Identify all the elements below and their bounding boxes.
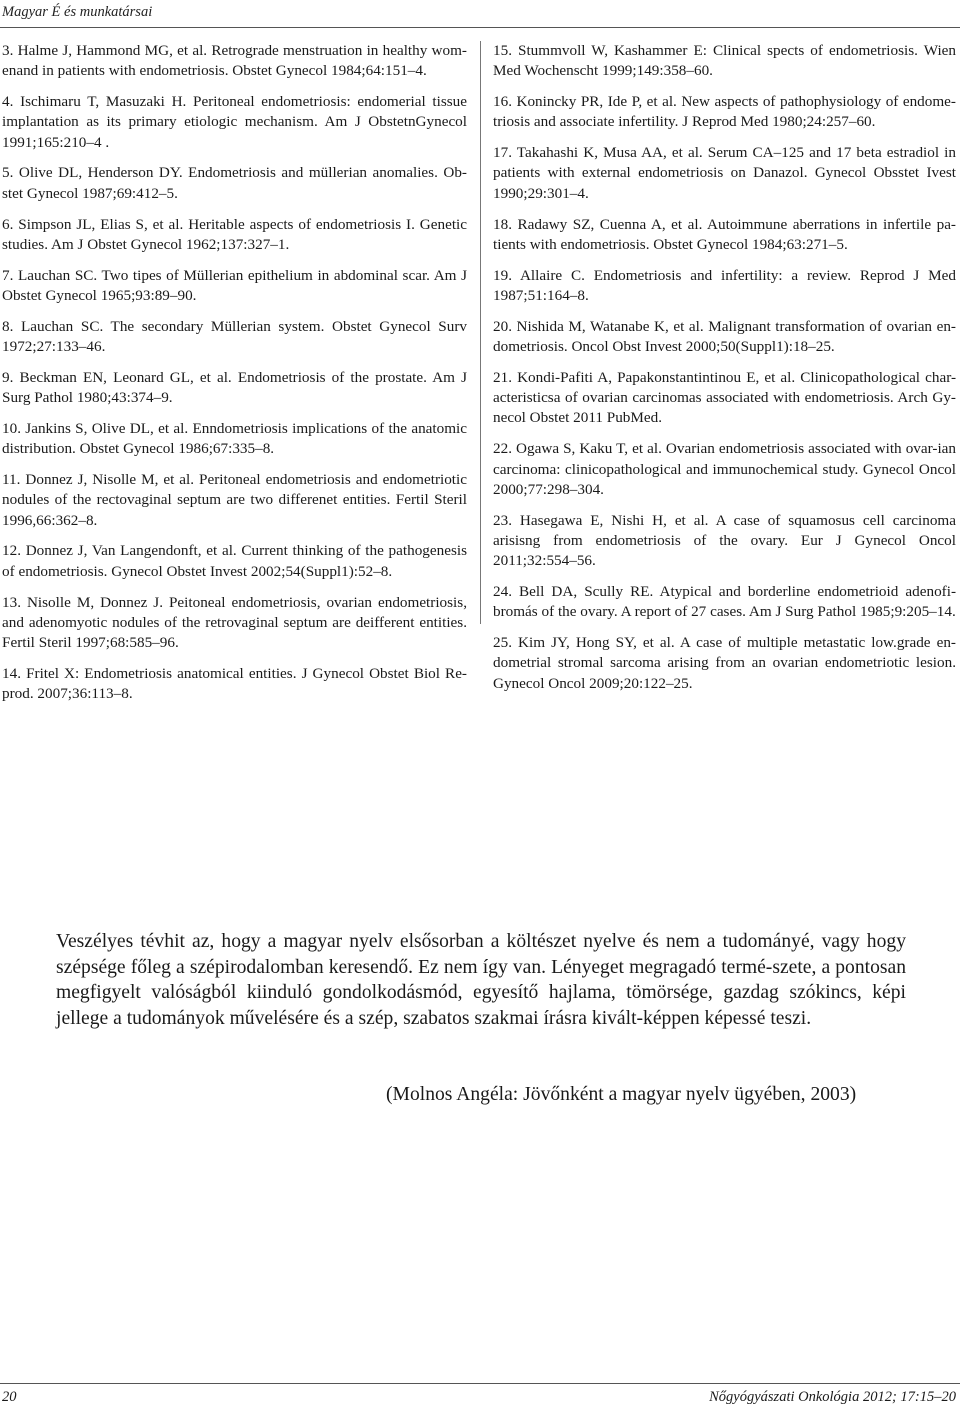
reference-item: 14. Fritel X: Endometriosis anatomical entities. J Gynecol Obstet Biol Re-prod. 2007;36:113–8. [2,664,467,703]
reference-item: 9. Beckman EN, Leonard GL, et al. Endometriosis of the prostate. Am J Surg Pathol 1980;43:374–9. [2,368,467,407]
reference-item: 10. Jankins S, Olive DL, et al. Enndometriosis implications of the anatomic distribution. Obstet Gynecol 1986;67:335–8. [2,419,467,458]
reference-item: 22. Ogawa S, Kaku T, et al. Ovarian endometriosis associated with ovar-ian carcinoma: clinicopathological and immunochemical study. Gynecol Oncol 2000;77:298–304. [493,440,956,498]
page-number: 20 [2,1389,17,1405]
reference-item: 12. Donnez J, Van Langendonft, et al. Current thinking of the pathogenesis of endometriosis. Gynecol Obstet Invest 2002;54(Suppl1):52–8. [2,542,467,580]
reference-item: 11. Donnez J, Nisolle M, et al. Peritoneal endometriosis and endometriotic nodules of the rectovaginal septum are two differenet entities. Fertil Steril 1996,66:362–8. [2,471,467,529]
reference-item: 5. Olive DL, Henderson DY. Endometriosis and müllerian anomalies. Ob-stet Gynecol 1987;69:412–5. [2,164,467,202]
reference-item: 3. Halme J, Hammond MG, et al. Retrograde menstruation in healthy wom-enand in patients with endometriosis. Obstet Gynecol 1984;64:151–4. [2,42,467,80]
quote-attribution: (Molnos Angéla: Jövőnként a magyar nyelv ügyében, 2003) [386,1084,857,1105]
running-head: Magyar É és munkatársai [2,4,153,20]
reference-item: 8. Lauchan SC. The secondary Müllerian system. Obstet Gynecol Surv 1972;27:133–46. [2,317,467,356]
reference-item: 6. Simpson JL, Elias S, et al. Heritable aspects of endometriosis I. Genetic studies. Am J Obstet Gynecol 1962;137:327–1. [2,215,467,253]
reference-item: 13. Nisolle M, Donnez J. Peitoneal endometriosis, ovarian endometriosis, and adenomyotic nodules of the retrovaginal septum are deifferent entities. Fertil Steril 1997;68:585–96. [2,593,467,652]
reference-item: 24. Bell DA, Scully RE. Atypical and borderline endometrioid adenofi-bromás of the ovary. A report of 27 cases. Am J Surg Pathol 1985;9:205–14. [493,583,956,621]
journal-reference: Nőgyógyászati Onkológia 2012; 17:15–20 [709,1389,956,1405]
reference-item: 15. Stummvoll W, Kashammer E: Clinical spects of endometriosis. Wien Med Wochenscht 1999;149:358–60. [493,42,956,80]
reference-item: 4. Ischimaru T, Masuzaki H. Peritoneal endometriosis: endomerial tissue implantation as its primary etiologic mechanism. Am J ObstetnGynecol 1991;165:210–4 . [2,93,467,151]
reference-item: 17. Takahashi K, Musa AA, et al. Serum CA–125 and 17 beta estradiol in patients with external endometriosis on Danazol. Gynecol Obsstet Ivest 1990;29:301–4. [493,144,956,202]
reference-item: 7. Lauchan SC. Two tipes of Müllerian epithelium in abdominal scar. Am J Obstet Gynecol 1965;93:89–90. [2,266,467,304]
column-divider [480,41,481,624]
reference-item: 21. Kondi-Pafiti A, Papakonstantintinou E, et al. Clinicopathological char-acteristicsa of ovarian carcinomas associated with endometriosis. Arch Gy-necol Obstet 2011 PubMed. [493,368,956,427]
quote-text: Veszélyes tévhit az, hogy a magyar nyelv elsősorban a költészet nyelve és nem a tudományé, vagy hogy szépsége főleg a szépirodalomban keresendő. Ez nem így van. Lényeget megragadó termé-szete, a pontosan megfigyelt valóságból kiinduló gondolkodásmód, egyesítő hajlama, tömörsége, gazdag szókincs, képi jellege a tudományok művelésére és a szép, szabatos szakmai írásra kivált-képpen képessé teszi. [56,931,906,1029]
footer-rule [0,1383,960,1384]
references-right-column [493,41,956,705]
header-rule [0,27,960,28]
reference-item: 20. Nishida M, Watanabe K, et al. Malignant transformation of ovarian en-dometriosis. Oncol Obst Invest 2000;50(Suppl1):18–25. [493,317,956,356]
reference-item: 19. Allaire C. Endometriosis and infertility: a review. Reprod J Med 1987;51:164–8. [493,266,956,304]
reference-item: 25. Kim JY, Hong SY, et al. A case of multiple metastatic low.grade en-dometrial stromal sarcoma arising from an ovarian endometriotic lesion. Gynecol Oncol 2009;20:122–25. [493,634,956,692]
reference-item: 23. Hasegawa E, Nishi H, et al. A case of squamosus cell carcinoma arisisng from endometriosis of the ovary. Eur J Gynecol Oncol 2011;32:554–56. [493,511,956,570]
reference-item: 18. Radawy SZ, Cuenna A, et al. Autoimmune aberrations in infertile pa-tients with endometriosis. Obstet Gynecol 1984;63:271–5. [493,215,956,253]
reference-item: 16. Konincky PR, Ide P, et al. New aspects of pathophysiology of endome-triosis and associate infertility. J Reprod Med 1980;24:257–60. [493,93,956,131]
references-left-column [2,41,467,715]
